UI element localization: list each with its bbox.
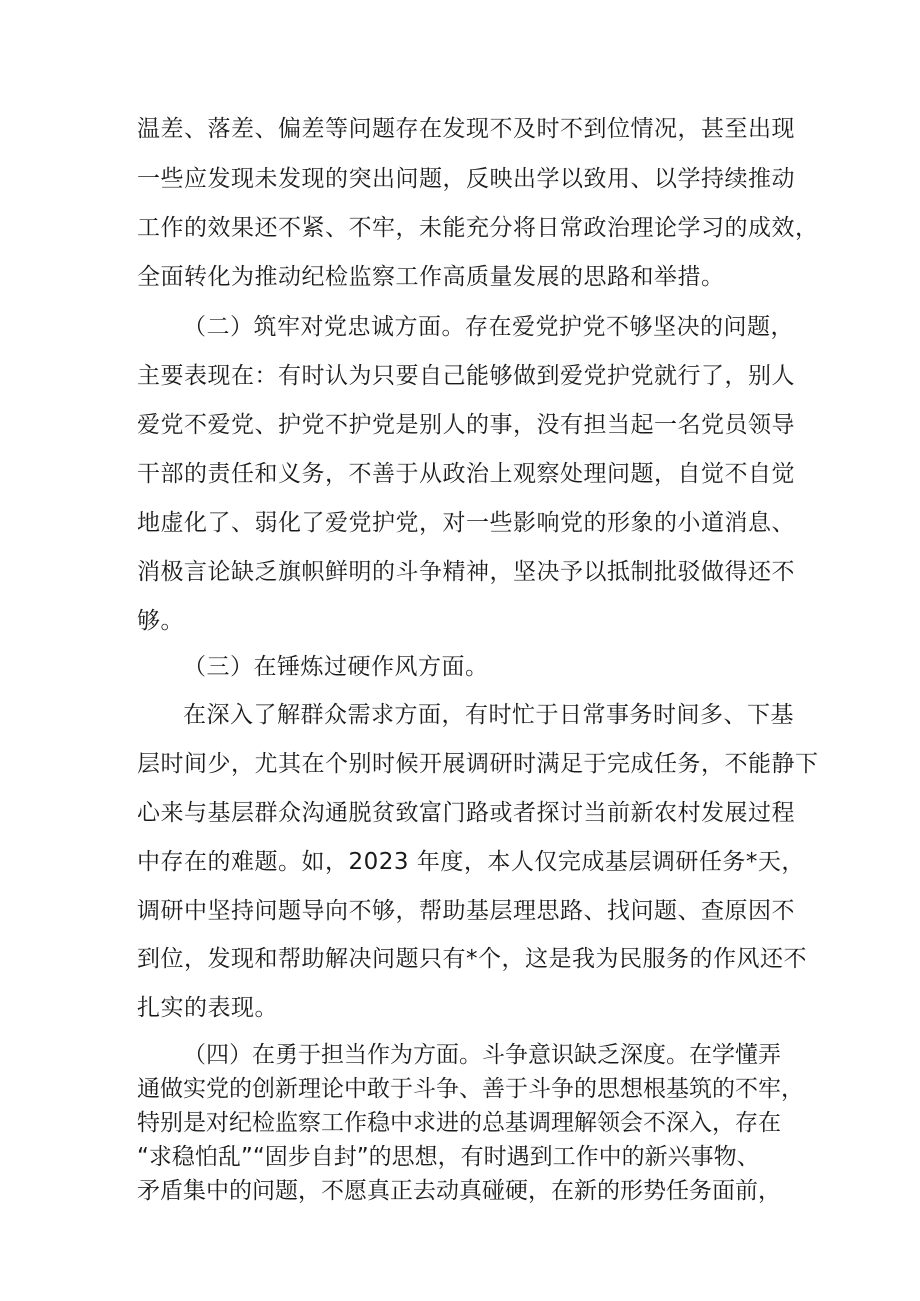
- paragraph-2-line-7: 够。: [137, 608, 184, 634]
- paragraph-2-line-3: 爱党不爱党、护党不护党是别人的事，没有担当起一名党员领导: [137, 412, 795, 438]
- paragraph-2-line-6: 消极言论缺乏旗帜鲜明的斗争精神，坚决予以抵制批驳做得还不: [137, 559, 795, 585]
- paragraph-2-line-1: （二）筑牢对党忠诚方面。存在爱党护党不够坚决的问题，: [183, 314, 794, 340]
- paragraph-1-line-4: 全面转化为推动纪检监察工作高质量发展的思路和举措。: [137, 264, 725, 290]
- paragraph-1-line-1: 温差、落差、偏差等问题存在发现不及时不到位情况，甚至出现: [137, 116, 795, 142]
- paragraph-5-line-4: “求稳怕乱”“固步自封”的思想，有时遇到工作中的新兴事物、: [137, 1144, 760, 1170]
- paragraph-4-line-2: 层时间少，尤其在个别时候开展调研时满足于完成任务，不能静下: [137, 751, 819, 777]
- paragraph-2-line-5: 地虚化了、弱化了爱党护党，对一些影响党的形象的小道消息、: [137, 510, 795, 536]
- paragraph-2-line-2: 主要表现在：有时认为只要自己能够做到爱党护党就行了，别人: [137, 363, 795, 389]
- paragraph-4-line-6: 到位，发现和帮助解决问题只有*个，这是我为民服务的作风还不: [137, 946, 807, 972]
- paragraph-1-line-2: 一些应发现未发现的突出问题，反映出学以致用、以学持续推动: [137, 166, 795, 192]
- paragraph-2-line-4: 干部的责任和义务，不善于从政治上观察处理问题，自觉不自觉: [137, 461, 795, 487]
- paragraph-4-line-7: 扎实的表现。: [137, 995, 278, 1021]
- paragraph-5-line-5: 矛盾集中的问题，不愿真正去动真碰硬，在新的形势任务面前，: [137, 1178, 781, 1204]
- paragraph-4-line-3: 心来与基层群众沟通脱贫致富门路或者探讨当前新农村发展过程: [137, 800, 795, 826]
- section-heading-3: （三）在锤炼过硬作风方面。: [183, 654, 489, 680]
- paragraph-5-line-3: 特别是对纪检监察工作稳中求进的总基调理解领会不深入，存在: [137, 1110, 781, 1136]
- paragraph-5-line-1: （四）在勇于担当作为方面。斗争意识缺乏深度。在学懂弄: [183, 1042, 781, 1068]
- paragraph-4-line-4: 中存在的难题。如，2023 年度，本人仅完成基层调研任务*天，: [137, 849, 805, 875]
- paragraph-1-line-3: 工作的效果还不紧、不牢，未能充分将日常政治理论学习的成效，: [137, 215, 819, 241]
- paragraph-5-line-2: 通做实党的创新理论中敢于斗争、善于斗争的思想根基筑的不牢，: [137, 1076, 804, 1102]
- paragraph-4-line-5: 调研中坚持问题导向不够，帮助基层理思路、找问题、查原因不: [137, 898, 795, 924]
- paragraph-4-line-1: 在深入了解群众需求方面，有时忙于日常事务时间多、下基: [183, 702, 794, 728]
